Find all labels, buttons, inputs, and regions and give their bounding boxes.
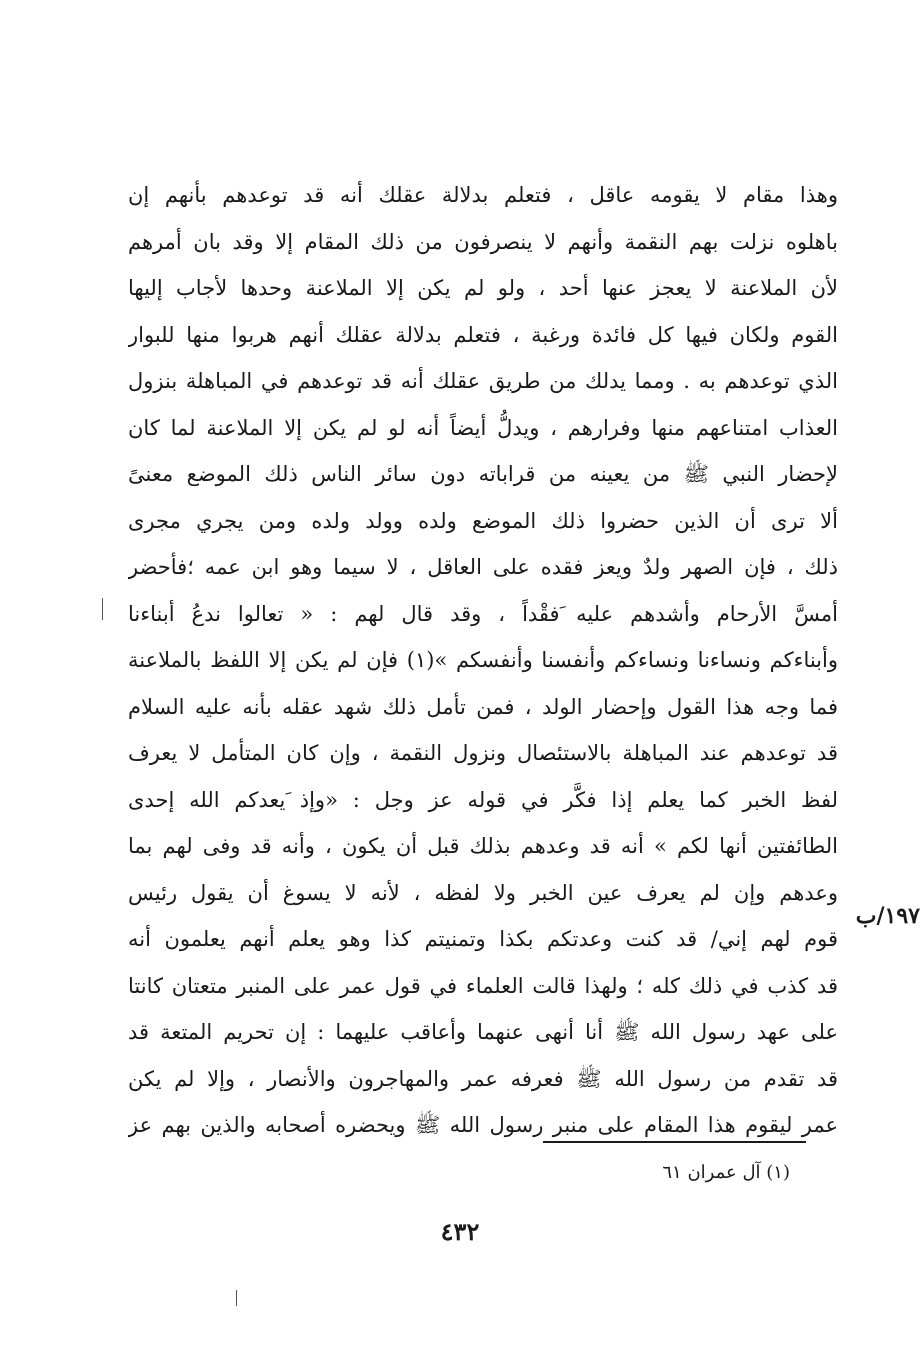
text-line: العذاب امتناعهم منها وفرارهم ، ويدلُّ أيضاً أنه لو لم يكن إلا الملاعنة لما كان [128,415,838,440]
scan-mark [102,598,103,620]
text-line: لإحضار النبي ﷺ من يعينه من قراباته دون سائر الناس ذلك الموضع معنىً [128,462,838,486]
folio-margin-note: ١٩٧/ب [855,903,920,929]
text-line: فما وجه هذا القول وإحضار الولد ، فمن تأمل ذلك شهد عقله بأنه عليه السلام [128,694,838,719]
text-line: لأن الملاعنة لا يعجز عنها أحد ، ولو لم يكن إلا الملاعنة وحدها لأجاب إليها [128,276,838,300]
text-line: قوم لهم إني/ قد كنت وعدتكم بكذا وتمنيتم كذا وهو يعلم أنهم يعلمون أنه [128,927,838,951]
text-line: وهذا مقام لا يقومه عاقل ، فتعلم بدلالة عقلك أنه قد توعدهم بأنهم إن [128,183,838,207]
scan-mark [236,1290,237,1306]
page-number: ٤٣٢ [440,1217,480,1246]
text-line: باهلوه نزلت بهم النقمة وأنهم لا ينصرفون من ذلك المقام إلا وقد بان أمرهم [128,229,838,254]
text-line: وعدهم وإن لم يعرف عين الخبر ولا لفظه ، لأنه لا يسوغ أن يقول رئيس [128,880,838,905]
text-line: ألا ترى أن الذين حضروا ذلك الموضع ولده وولد ولده ومن يجري مجرى [128,508,838,533]
text-line: لفظ الخبر كما يعلم إذا فكَّر في قوله عز وجل : «وإذ َيعدكم الله إحدى [128,787,838,812]
body-text [128,172,838,1149]
text-line: عمر ليقوم هذا المقام على منبر رسول الله ﷺ ويحضره أصحابه والذين بهم عز [128,1113,838,1137]
text-line: قد تقدم من رسول الله ﷺ فعرفه عمر والمهاجرون والأنصار ، وإلا لم يكن [128,1066,838,1091]
text-line: قد توعدهم عند المباهلة بالاستئصال ونزول النقمة ، وإن كان المتأمل لا يعرف [128,741,838,765]
text-line: القوم ولكان فيها كل فائدة ورغبة ، فتعلم بدلالة عقلك أنهم هربوا منها للبوار [128,322,838,347]
text-line: قد كذب في ذلك كله ؛ ولهذا قالت العلماء في قول عمر على المنبر متعتان كانتا [128,973,838,998]
text-line: أمسَّ الأرحام وأشدهم عليه َفقْداً ، وقد قال لهم : « تعالوا ندعُ أبناءنا [128,601,838,626]
text-line: الذي توعدهم به . ومما يدلك من طريق عقلك أنه قد توعدهم في المباهلة بنزول [128,369,838,393]
footnote-divider [543,1141,806,1143]
text-line: على عهد رسول الله ﷺ أنا أنهى عنهما وأعاقب عليهما : إن تحريم المتعة قد [128,1020,838,1044]
text-line: ذلك ، فإن الصهر ولدٌ ويعز فقده على العاقل ، لا سيما وهو ابن عمه ؛فأحضر [128,555,838,579]
text-line: الطائفتين أنها لكم » أنه قد وعدهم بذلك قبل أن يكون ، وأنه قد وفى لهم بما [128,834,838,858]
text-line: وأبناءكم ونساءنا ونساءكم وأنفسنا وأنفسكم »(١) فإن لم يكن إلا اللفظ بالملاعنة [128,648,838,672]
footnote: (١) آل عمران ٦١ [662,1162,790,1183]
